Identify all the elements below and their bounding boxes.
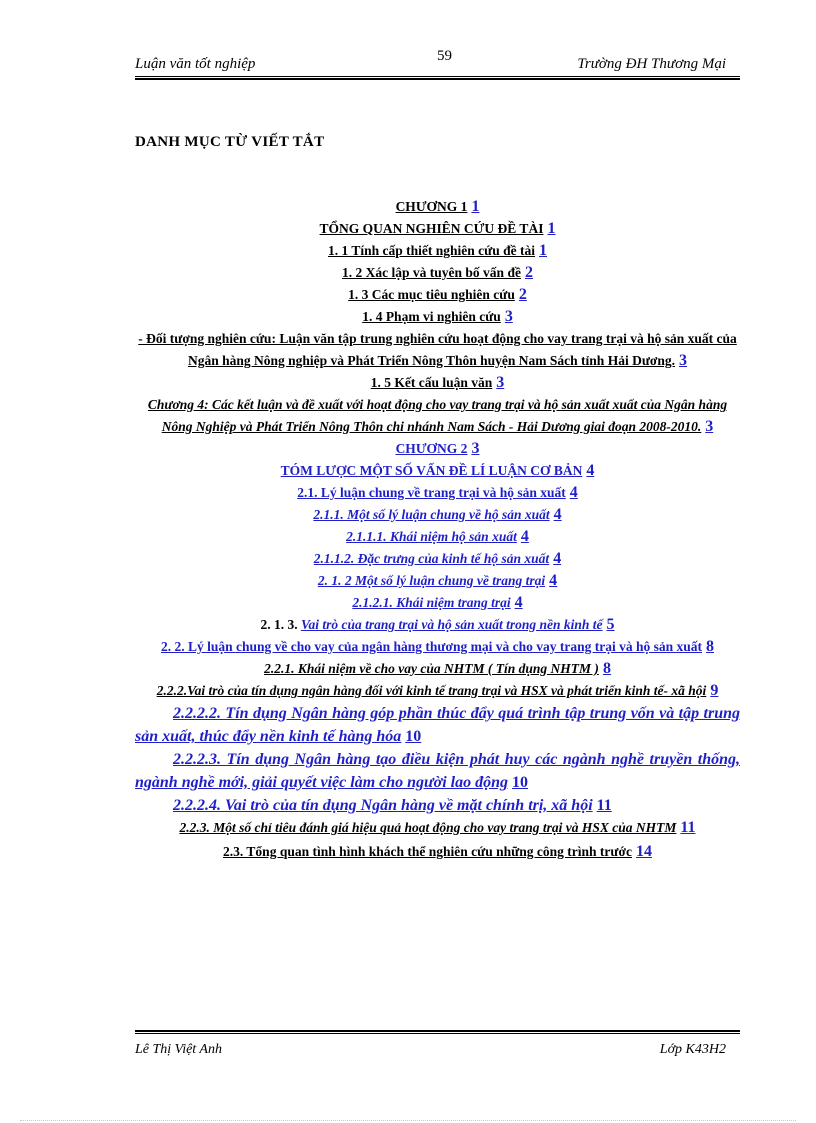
abbreviations-heading: DANH MỤC TỪ VIẾT TẮT [135,134,325,150]
toc-page[interactable]: 4 [514,594,523,611]
page-boundary-line [20,1120,796,1121]
toc-entry[interactable]: 2. 2. Lý luận chung về cho vay của ngân hàng thương mại và cho vay trang trại và hộ sản xuất 8 [160,638,715,655]
toc-entry[interactable]: CHƯƠNG 1 1 [395,198,480,215]
toc-page[interactable]: 11 [596,797,612,814]
toc-entry[interactable]: TỔNG QUAN NGHIÊN CỨU ĐỀ TÀI 1 [319,220,556,237]
toc-page[interactable]: 8 [706,638,715,655]
toc-page[interactable]: 14 [635,843,652,860]
toc-page[interactable]: 3 [504,308,513,325]
toc-entry[interactable]: 2.1.1.1. Khái niệm hộ sản xuất 4 [346,528,529,545]
toc-entry[interactable]: 2.2.2.2. Tín dụng Ngân hàng góp phần thúc đẩy quá trình tập trung vốn và tập trung sản xuất, thúc đẩy nền kinh tế hàng hóa 10 [135,705,740,745]
toc-entry[interactable]: - Đối tượng nghiên cứu: Luận văn tập trung nghiên cứu hoạt động cho vay trang trại và hộ sản xuất của Ngân hàng Nông nghiệp và Phát Triển Nông Thôn huyện Nam Sách tỉnh Hải Dương. 3 [138,331,737,369]
toc-entry[interactable]: 2.2.2.3. Tín dụng Ngân hàng tạo điều kiện phát huy các ngành nghề truyền thống, ngành nghề mới, giải quyết việc làm cho người lao động 10 [135,751,740,791]
toc-page[interactable]: 4 [569,484,578,501]
toc-entry[interactable]: 2.1. Lý luận chung về trang trại và hộ sản xuất 4 [297,484,578,501]
toc-page[interactable]: 4 [520,528,529,545]
toc-entry[interactable]: 1. 5 Kết cấu luận văn 3 [370,374,505,391]
toc-page[interactable]: 4 [586,462,595,479]
header-rule [135,76,740,80]
toc-entry[interactable]: 1. 4 Phạm vi nghiên cứu 3 [362,308,513,325]
toc-page[interactable]: 8 [602,660,611,677]
toc-entry[interactable]: 1. 3 Các mục tiêu nghiên cứu 2 [348,286,527,303]
toc-entry[interactable]: 2.2.2.4. Vai trò của tín dụng Ngân hàng về mặt chính trị, xã hội 11 [173,797,612,814]
toc-page[interactable]: 1 [471,198,480,215]
toc-entry[interactable]: 1. 2 Xác lập và tuyên bố vấn đề 2 [342,264,533,281]
page-footer [135,1042,740,1062]
footer-author: Lê Thị Việt Anh [135,1042,222,1057]
toc-page[interactable]: 9 [710,682,719,699]
toc-entry[interactable]: 2.2.3. Một số chỉ tiêu đánh giá hiệu quả hoạt động cho vay trang trại và HSX của NHTM 11 [179,819,696,836]
toc-page[interactable]: 4 [553,550,562,567]
table-of-contents [135,196,740,863]
toc-entry[interactable]: CHƯƠNG 2 3 [395,440,480,457]
toc-page[interactable]: 1 [547,220,556,237]
toc-entry[interactable]: 2.3. Tổng quan tình hình khách thể nghiên cứu những công trình trước 14 [223,843,652,860]
page-header [135,48,740,76]
toc-page[interactable]: 3 [496,374,505,391]
toc-entry[interactable]: 2. 1. 2 Một số lý luận chung về trang trại 4 [317,572,558,589]
toc-page[interactable]: 3 [679,352,688,369]
toc-page[interactable]: 3 [471,440,480,457]
toc-entry[interactable]: TÓM LƯỢC MỘT SỐ VẤN ĐỀ LÍ LUẬN CƠ BẢN 4 [280,462,595,479]
toc-page[interactable]: 10 [405,728,422,745]
page-number: 59 [437,48,452,64]
toc-entry-prefix: 2. 1. 3. [260,617,298,632]
toc-entry[interactable]: 2.1.1.2. Đặc trưng của kinh tế hộ sản xuất 4 [313,550,562,567]
toc-entry[interactable]: 2.2.1. Khái niệm về cho vay của NHTM ( Tín dụng NHTM ) 8 [264,660,611,677]
header-university: Trường ĐH Thương Mại [577,56,726,72]
toc-page[interactable]: 5 [606,616,615,633]
footer-class: Lớp K43H2 [659,1042,726,1057]
toc-page[interactable]: 3 [705,418,714,435]
toc-page[interactable]: 10 [512,774,529,791]
toc-entry[interactable]: 1. 1 Tính cấp thiết nghiên cứu đề tài 1 [327,242,547,259]
toc-entry[interactable]: 2.1.2.1. Khái niệm trang trại 4 [352,594,523,611]
toc-entry[interactable]: 2.2.2.Vai trò của tín dụng ngân hàng đối với kinh tế trang trại và HSX và phát triển kinh tế- xã hội 9 [156,682,719,699]
toc-entry[interactable]: 2.1.1. Một số lý luận chung về hộ sản xuất 4 [313,506,562,523]
toc-page[interactable]: 4 [553,506,562,523]
toc-entry[interactable]: Chương 4: Các kết luận và đề xuất với hoạt động cho vay trang trại và hộ sản xuất xuất của Ngân hàng Nông Nghiệp và Phát Triển Nông Thôn chi nhánh Nam Sách - Hải Dương giai đoạn 2008-2010. 3 [147,397,728,435]
toc-entry[interactable]: 2. 1. 3. Vai trò của trang trại và hộ sản xuất trong nền kinh tế 5 [260,616,615,633]
header-thesis-label: Luận văn tốt nghiệp [135,56,256,72]
toc-page[interactable]: 4 [549,572,558,589]
toc-page[interactable]: 2 [524,264,533,281]
toc-page[interactable]: 1 [539,242,547,259]
footer-rule [135,1030,740,1034]
toc-page[interactable]: 11 [680,819,696,836]
toc-page[interactable]: 2 [518,286,527,303]
